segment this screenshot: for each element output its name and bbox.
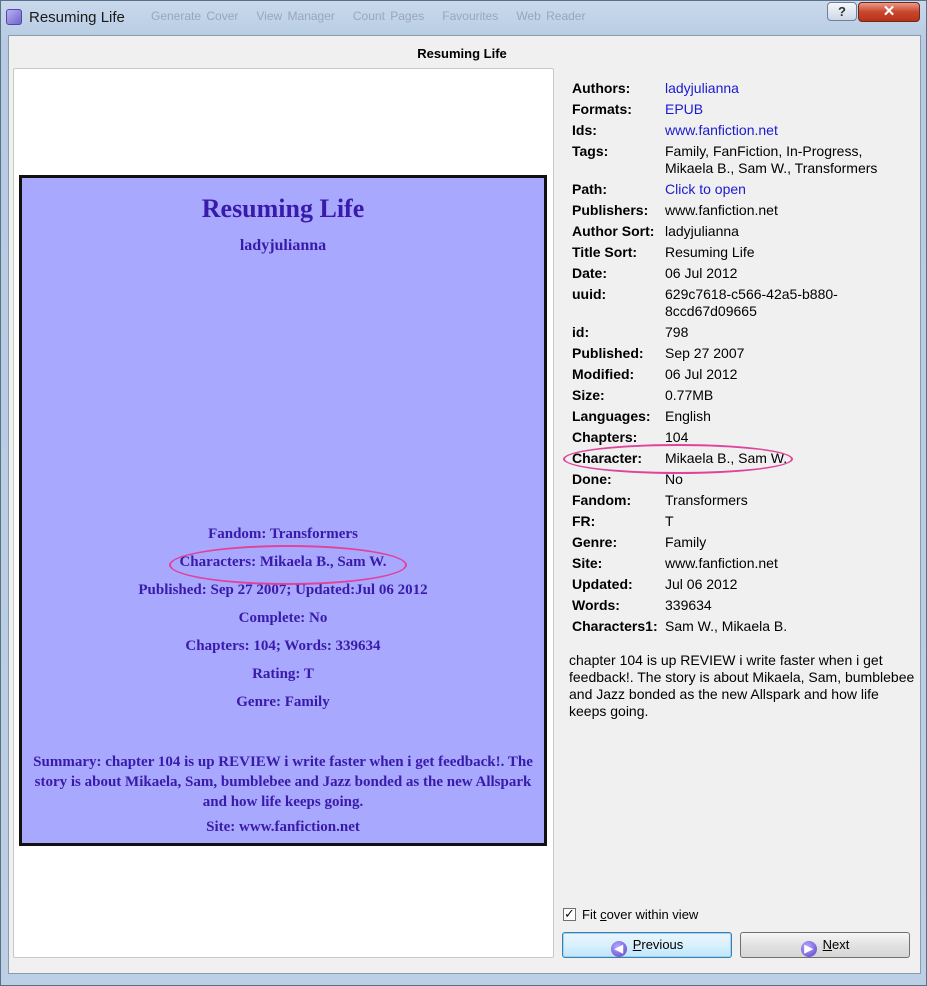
- metadata-value: Family: [665, 534, 707, 550]
- metadata-key: Characters1:: [572, 618, 658, 634]
- comments-text: chapter 104 is up REVIEW i write faster when i get feedback!. The story is about Mikaela, Sam, bumblebee and Jazz bonded as the new Allspark and how life keeps going.: [569, 652, 915, 719]
- metadata-value: Mikaela B., Sam W.: [665, 450, 788, 466]
- dialog-title: Resuming Life: [417, 46, 507, 61]
- fit-cover-label-prefix: Fit: [582, 907, 601, 922]
- metadata-value: Transformers: [665, 492, 748, 508]
- metadata-value: 104: [665, 429, 689, 445]
- cover-published: Published: Sep 27 2007; Updated:Jul 06 2012: [138, 582, 428, 598]
- metadata-value: www.fanfiction.net: [665, 202, 778, 218]
- highlight-oval-metadata: [563, 444, 793, 474]
- metadata-key: Ids:: [572, 122, 597, 138]
- previous-label-accel: P: [632, 937, 642, 952]
- metadata-key: id:: [572, 324, 590, 340]
- metadata-key: FR:: [572, 513, 596, 529]
- dialog-client-area: [8, 35, 921, 974]
- metadata-key: Formats:: [572, 101, 632, 117]
- fit-cover-label-suffix: over within view: [606, 907, 699, 922]
- metadata-value: Sep 27 2007: [665, 345, 745, 361]
- metadata-key: Date:: [572, 265, 608, 281]
- metadata-value: 06 Jul 2012: [665, 366, 738, 382]
- arrow-left-icon: ◀: [611, 941, 627, 957]
- window-title: Resuming Life: [29, 9, 125, 26]
- checkbox-checked-icon[interactable]: [563, 908, 576, 921]
- cover-rating: Rating: T: [252, 666, 314, 682]
- metadata-key: Words:: [572, 597, 620, 613]
- book-cover: [19, 175, 547, 846]
- metadata-link[interactable]: Click to open: [665, 181, 746, 197]
- ghost-menu-item: Favourites: [442, 9, 499, 23]
- metadata-value: 339634: [665, 597, 712, 613]
- metadata-value: Family, FanFiction, In-Progress, Mikaela B., Sam W., Transformers: [665, 143, 878, 176]
- metadata-key: Path:: [572, 181, 607, 197]
- metadata-key: Done:: [572, 471, 612, 487]
- metadata-key: Languages:: [572, 408, 651, 424]
- highlight-oval-cover: [169, 545, 407, 585]
- metadata-key: Genre:: [572, 534, 618, 550]
- cover-fandom: Fandom: Transformers: [208, 526, 358, 542]
- cover-site: Site: www.fanfiction.net: [206, 819, 360, 835]
- metadata-value: ladyjulianna: [665, 223, 739, 239]
- metadata-value: Jul 06 2012: [665, 576, 738, 592]
- metadata-key: Character:: [572, 450, 643, 466]
- cover-chapters-words: Chapters: 104; Words: 339634: [185, 638, 381, 654]
- metadata-key: Size:: [572, 387, 605, 403]
- next-button[interactable]: [740, 932, 910, 958]
- metadata-value: 629c7618-c566-42a5-b880-8ccd67d09665: [665, 286, 838, 319]
- ghost-menu-item: Web Reader: [516, 9, 586, 23]
- ghost-menu-item: Generate Cover: [151, 9, 239, 23]
- metadata-value: English: [665, 408, 711, 424]
- metadata-value: www.fanfiction.net: [665, 555, 778, 571]
- metadata-key: Authors:: [572, 80, 631, 96]
- previous-button[interactable]: [562, 932, 732, 958]
- ghost-menu-item: View Manager: [256, 9, 335, 23]
- metadata-key: Title Sort:: [572, 244, 638, 260]
- metadata-link[interactable]: EPUB: [665, 101, 704, 117]
- help-button[interactable]: ?: [827, 2, 857, 21]
- metadata-key: Publishers:: [572, 202, 649, 218]
- calibre-app-icon: [6, 9, 22, 25]
- cover-genre: Genre: Family: [236, 694, 330, 710]
- metadata-value: T: [665, 513, 674, 529]
- cover-complete: Complete: No: [238, 610, 328, 626]
- metadata-value: 06 Jul 2012: [665, 265, 738, 281]
- cover-author: ladyjulianna: [239, 237, 327, 254]
- cover-characters: Characters: Mikaela B., Sam W.: [179, 554, 387, 570]
- metadata-key: Updated:: [572, 576, 633, 592]
- cover-title: Resuming Life: [201, 194, 365, 223]
- metadata-value: No: [665, 471, 683, 487]
- metadata-key: Tags:: [572, 143, 609, 159]
- title-bar[interactable]: [1, 1, 926, 33]
- metadata-value: Resuming Life: [665, 244, 755, 260]
- metadata-value: 798: [665, 324, 689, 340]
- metadata-link[interactable]: www.fanfiction.net: [665, 122, 778, 138]
- metadata-value: Sam W., Mikaela B.: [665, 618, 788, 634]
- background-toolbar-ghost: [151, 9, 603, 23]
- fit-cover-label-accel: c: [600, 907, 607, 922]
- previous-label-rest: revious: [641, 937, 684, 952]
- metadata-key: Author Sort:: [572, 223, 655, 239]
- cover-view[interactable]: [13, 68, 554, 958]
- metadata-key: uuid:: [572, 286, 607, 302]
- metadata-key: Fandom:: [572, 492, 632, 508]
- close-button[interactable]: ✕: [858, 2, 920, 22]
- metadata-value: 0.77MB: [665, 387, 714, 403]
- metadata-key: Chapters:: [572, 429, 638, 445]
- metadata-key: Modified:: [572, 366, 635, 382]
- ghost-menu-item: Count Pages: [352, 9, 425, 23]
- metadata-key: Published:: [572, 345, 644, 361]
- next-label-rest: ext: [832, 937, 850, 952]
- next-label-accel: N: [822, 937, 833, 952]
- arrow-right-icon: ▶: [801, 941, 817, 957]
- metadata-link[interactable]: ladyjulianna: [665, 80, 739, 96]
- cover-summary: Summary: chapter 104 is up REVIEW i write faster when i get feedback!. The story is about Mikaela, Sam, bumblebee and Jazz bonded as the new Allspark and how life keeps going.: [33, 754, 533, 810]
- metadata-key: Site:: [572, 555, 603, 571]
- fit-cover-checkbox[interactable]: [563, 907, 698, 922]
